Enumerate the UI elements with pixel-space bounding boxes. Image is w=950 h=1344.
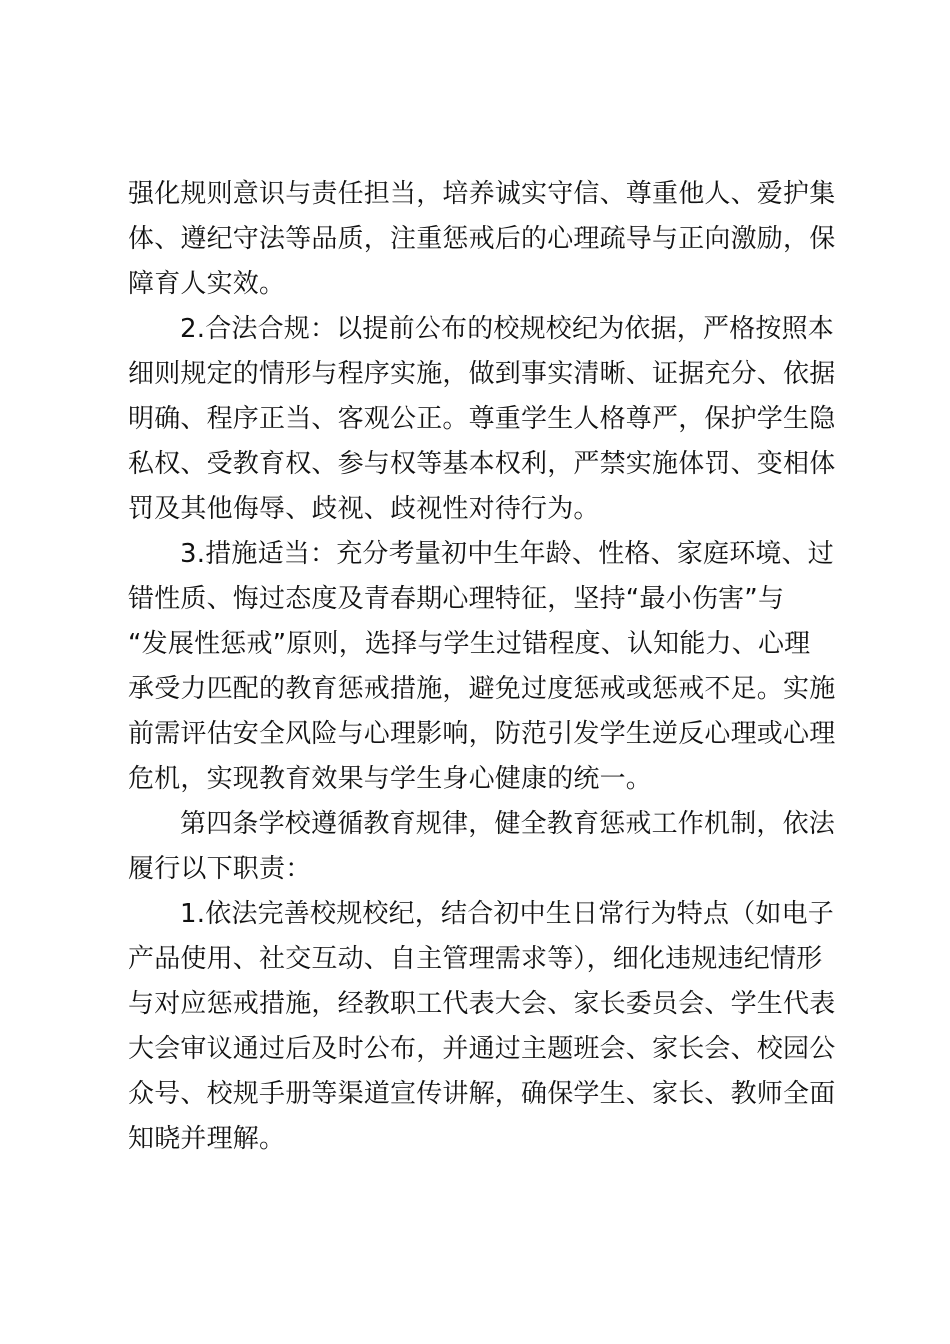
text-line-14: 危机，实现教育效果与学生身心健康的统一。 bbox=[128, 764, 653, 794]
text-line-3: 障育人实效。 bbox=[128, 269, 286, 299]
text-line-20: 大会审议通过后及时公布，并通过主题班会、家长会、校园公 bbox=[128, 1034, 836, 1064]
text-line-18: 产品使用、社交互动、自主管理需求等），细化违规违纪情形 bbox=[128, 944, 823, 974]
text-line-19: 与对应惩戒措施，经教职工代表大会、家长委员会、学生代表 bbox=[128, 989, 836, 1019]
text-line-15: 第四条学校遵循教育规律，健全教育惩戒工作机制，依法 bbox=[180, 809, 836, 839]
text-line-8: 罚及其他侮辱、歧视、歧视性对待行为。 bbox=[128, 494, 600, 524]
text-line-9: 3.措施适当：充分考量初中生年龄、性格、家庭环境、过 bbox=[180, 539, 835, 569]
text-line-10: 错性质、悔过态度及青春期心理特征，坚持“最小伤害”与 bbox=[128, 584, 785, 614]
text-line-22: 知晓并理解。 bbox=[128, 1124, 286, 1154]
text-line-17: 1.依法完善校规校纪，结合初中生日常行为特点（如电子 bbox=[180, 899, 835, 929]
text-line-12: 承受力匹配的教育惩戒措施，避免过度惩戒或惩戒不足。实施 bbox=[128, 674, 836, 704]
text-line-1: 强化规则意识与责任担当，培养诚实守信、尊重他人、爱护集 bbox=[128, 179, 836, 209]
text-line-13: 前需评估安全风险与心理影响，防范引发学生逆反心理或心理 bbox=[128, 719, 836, 749]
text-line-6: 明确、程序正当、客观公正。尊重学生人格尊严，保护学生隐 bbox=[128, 404, 836, 434]
text-line-16: 履行以下职责： bbox=[128, 854, 312, 884]
text-line-4: 2.合法合规：以提前公布的校规校纪为依据，严格按照本 bbox=[180, 314, 835, 344]
text-line-7: 私权、受教育权、参与权等基本权利，严禁实施体罚、变相体 bbox=[128, 449, 836, 479]
text-line-2: 体、遵纪守法等品质，注重惩戒后的心理疏导与正向激励，保 bbox=[128, 224, 836, 254]
text-line-5: 细则规定的情形与程序实施，做到事实清晰、证据充分、依据 bbox=[128, 359, 836, 389]
text-line-11: “发展性惩戒”原则，选择与学生过错程度、认知能力、心理 bbox=[128, 629, 811, 659]
text-line-21: 众号、校规手册等渠道宣传讲解，确保学生、家长、教师全面 bbox=[128, 1079, 836, 1109]
